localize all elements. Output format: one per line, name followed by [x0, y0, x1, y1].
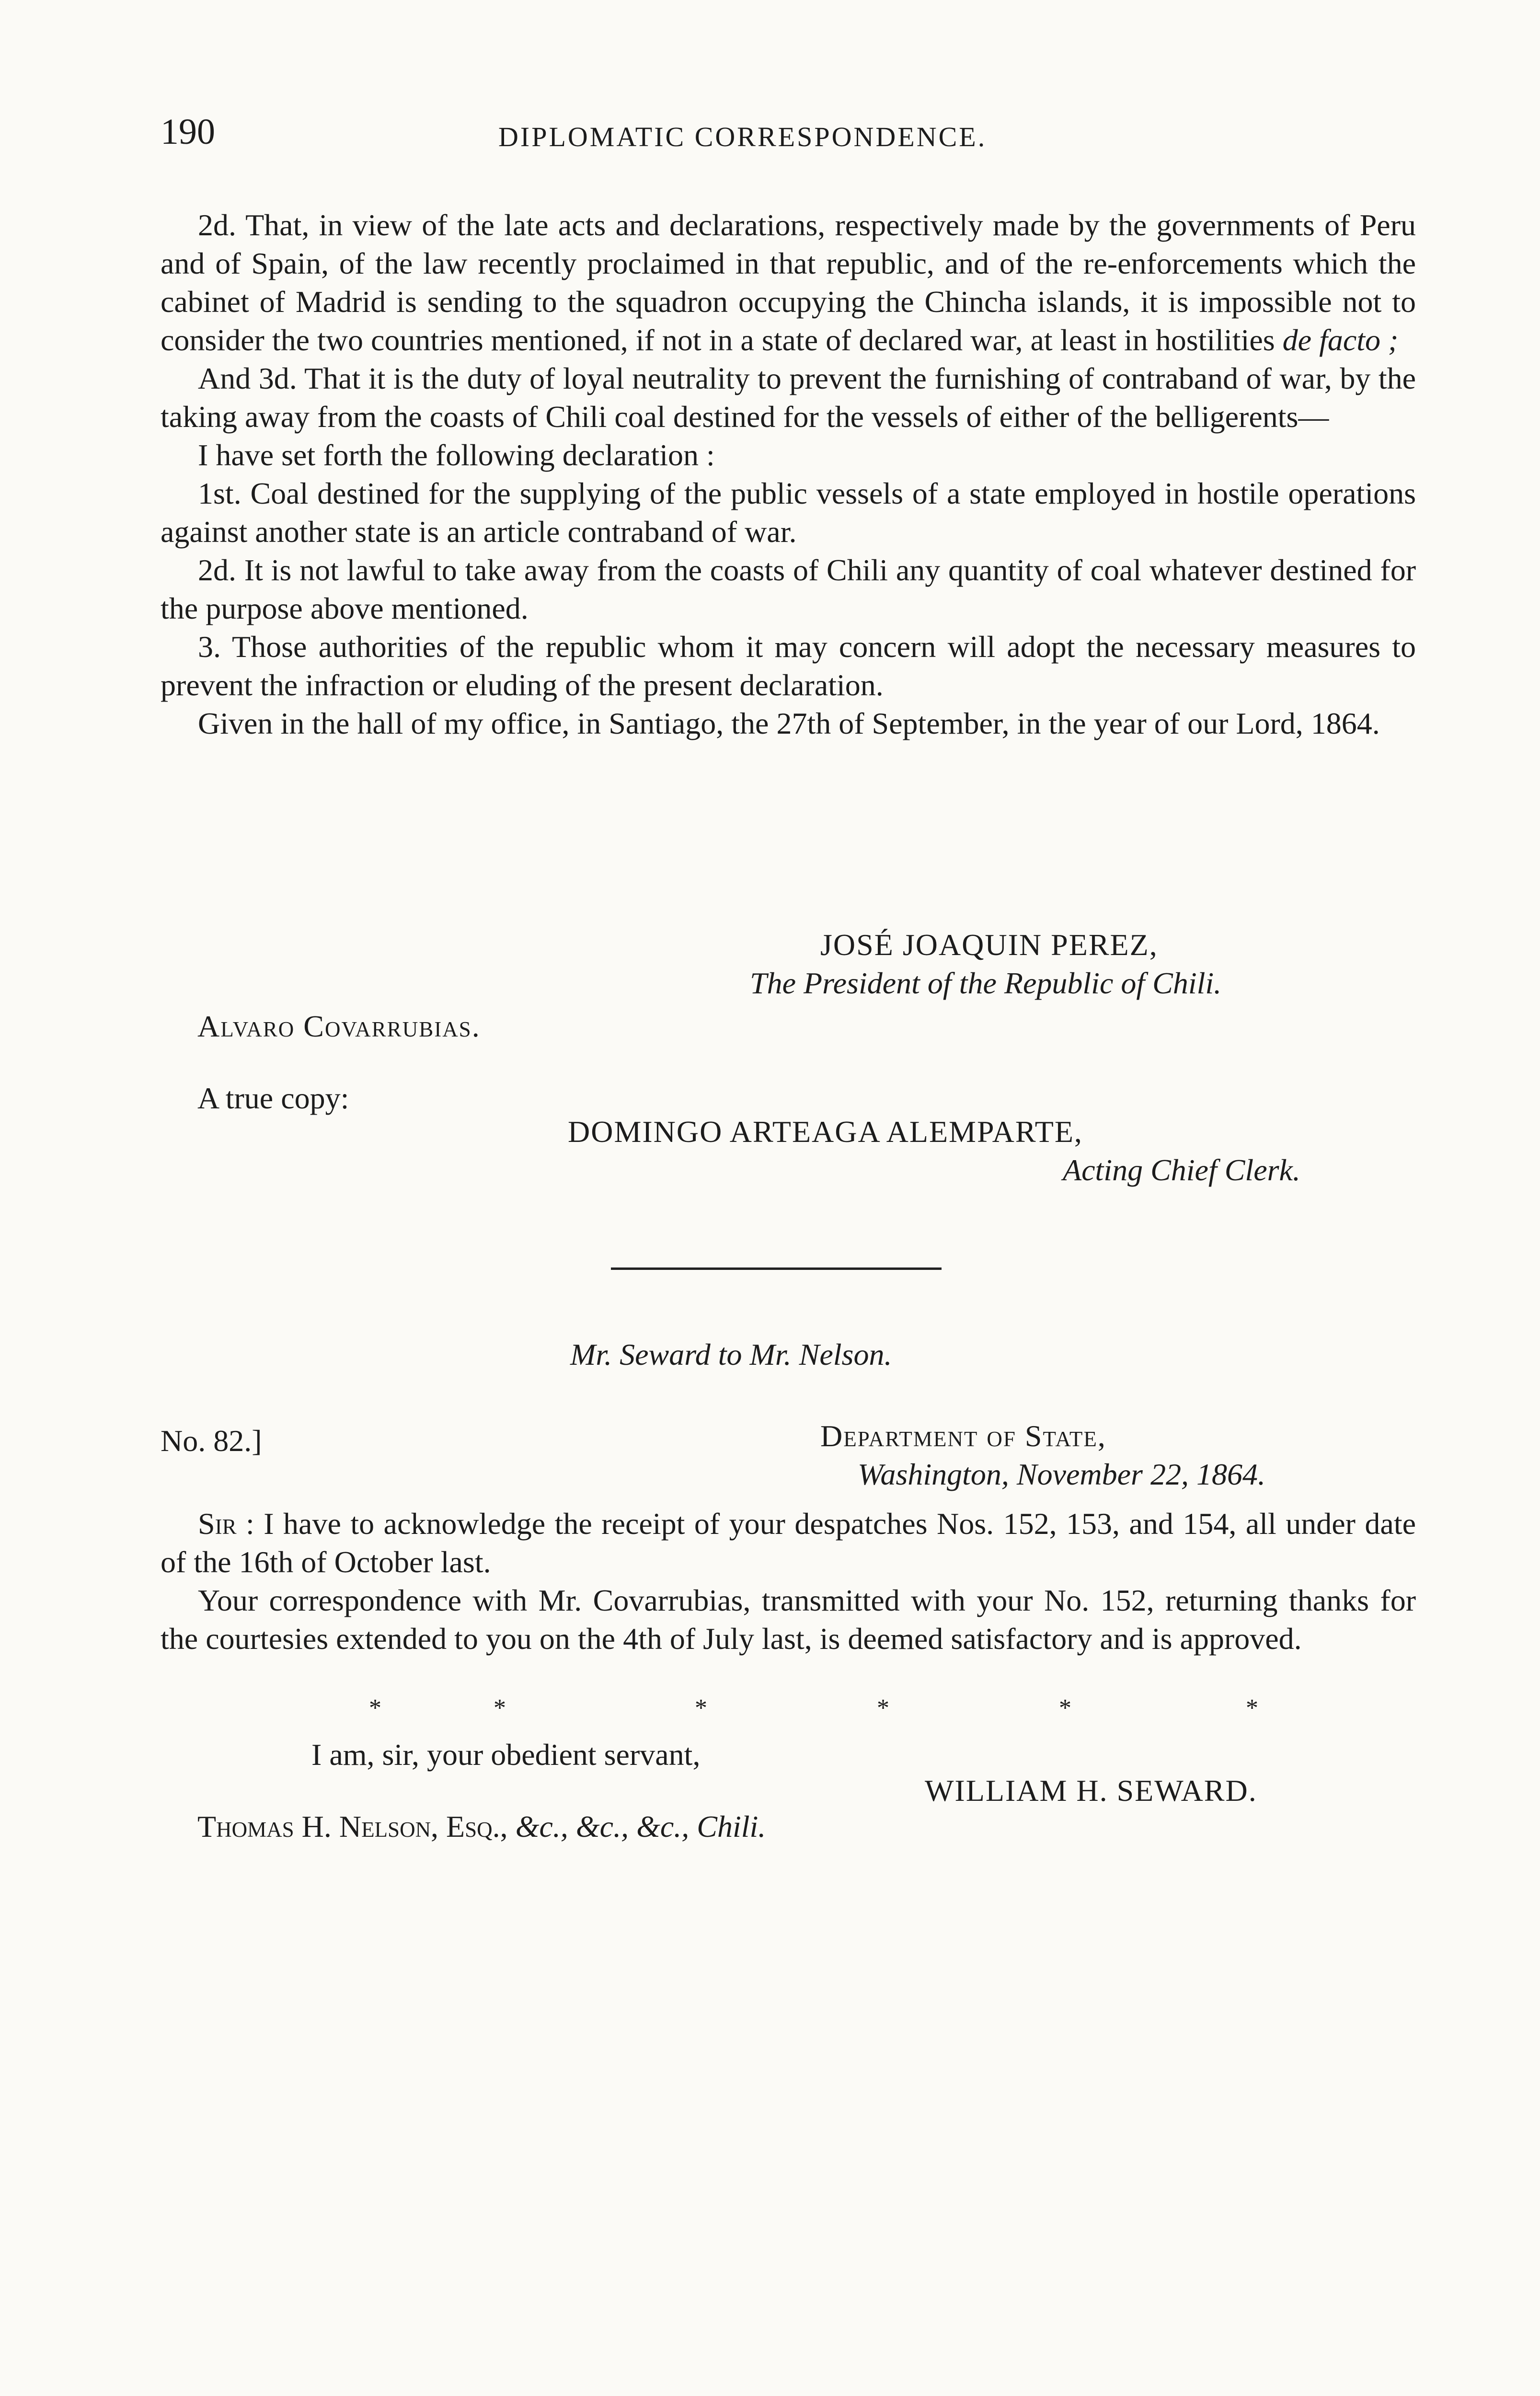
ellipsis-star-5: * [1059, 1694, 1071, 1722]
letter-body [161, 1505, 1416, 1658]
letter-paragraph-1 [161, 1505, 1416, 1581]
ellipsis-star-3: * [695, 1694, 707, 1722]
section-divider [611, 1267, 942, 1270]
declaration-body [161, 206, 1416, 743]
declaration-item-1: 1st. Coal destined for the supplying of the public vessels of a state employed in hostile operations against another state is an article contraband of war. [161, 476, 1416, 549]
paragraph-3d: And 3d. That it is the duty of loyal neutrality to prevent the furnishing of contraband of war, by the taking away from the coasts of Chili coal destined for the vessels of either of the belligerents— [161, 361, 1416, 434]
de-facto-italic: de facto ; [1282, 323, 1399, 357]
declaration-item-2: 2d. It is not lawful to take away from the coasts of Chili any quantity of coal whatever destined for the purpose above mentioned. [161, 553, 1416, 625]
department-name: Department of State, [820, 1419, 1106, 1453]
ellipsis-star-6: * [1246, 1694, 1258, 1722]
letter-paragraph-2: Your correspondence with Mr. Covarrubias, transmitted with your No. 152, returning thanks for the courtesies extended to you on the 4th of July last, is deemed satisfactory and is approved. [161, 1583, 1416, 1656]
running-title: DIPLOMATIC CORRESPONDENCE. [498, 121, 987, 152]
paragraph-2d [161, 206, 1416, 359]
countersignature: Alvaro Covarrubias. [197, 1009, 481, 1043]
paragraph-2d-text: 2d. That, in view of the late acts and declarations, respectively made by the governments of Peru and of Spain, of the law recently proclaimed in that republic, and of the re-enforcements which the cabinet of Madrid is sending to the squadron occupying the Chincha islands, it is impossible not to consider the two countries mentioned, if not in a state of declared war, at least in hostilities [161, 208, 1416, 357]
addressee-line [197, 1809, 766, 1844]
letter-heading: Mr. Seward to Mr. Nelson. [570, 1337, 892, 1371]
closing-line: I am, sir, your obedient servant, [311, 1738, 701, 1772]
clerk-title: Acting Chief Clerk. [1063, 1153, 1300, 1187]
signer-name: JOSÉ JOAQUIN PEREZ, [820, 928, 1158, 962]
signer-title: The President of the Republic of Chili. [750, 966, 1222, 1000]
salutation: Sir : [198, 1507, 254, 1541]
place-and-date: Washington, November 22, 1864. [858, 1457, 1265, 1491]
clerk-name: DOMINGO ARTEAGA ALEMPARTE, [568, 1115, 1083, 1149]
true-copy-label: A true copy: [197, 1081, 349, 1115]
ellipsis-star-4: * [877, 1694, 889, 1722]
despatch-number: No. 82.] [161, 1424, 262, 1458]
declaration-intro: I have set forth the following declaration : [198, 438, 715, 472]
signature-seward: WILLIAM H. SEWARD. [925, 1774, 1257, 1808]
declaration-item-3: 3. Those authorities of the republic whom it may concern will adopt the necessary measures to prevent the infraction or eluding of the present declaration. [161, 630, 1416, 702]
addressee-name: Thomas H. Nelson, Esq., [197, 1809, 508, 1843]
letter-paragraph-1-text: I have to acknowledge the receipt of your despatches Nos. 152, 153, and 154, all under date of the 16th of October last. [161, 1507, 1416, 1579]
given-paragraph: Given in the hall of my office, in Santiago, the 27th of September, in the year of our Lord, 1864. [198, 706, 1380, 740]
page-number: 190 [161, 112, 215, 152]
ellipsis-star-1: * [369, 1694, 381, 1722]
ellipsis-star-2: * [494, 1694, 506, 1722]
addressee-italic: &c., &c., &c., Chili. [515, 1809, 766, 1843]
